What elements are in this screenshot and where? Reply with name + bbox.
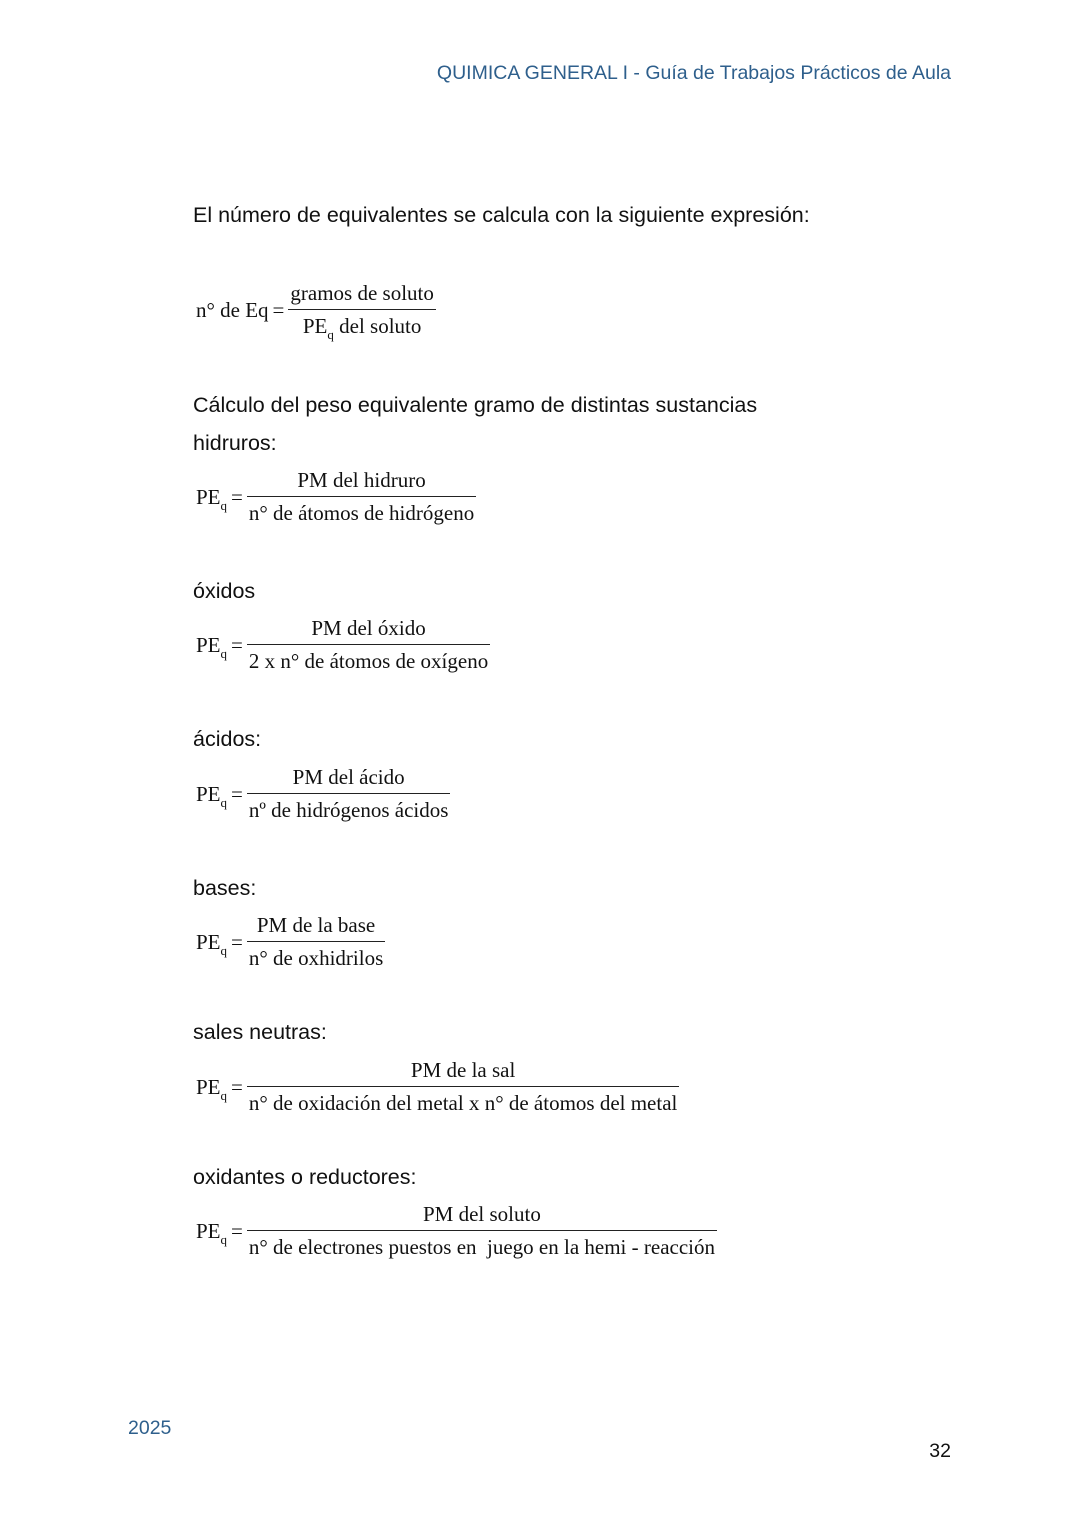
numerator: PM del óxido (247, 616, 490, 645)
fraction (247, 616, 490, 674)
bases-label: bases: (193, 876, 257, 900)
numerator: PM de la base (247, 913, 385, 942)
denominator-text: del soluto (333, 314, 422, 338)
formula-lhs (196, 1074, 228, 1103)
fraction (247, 468, 476, 526)
pe-symbol: PE (196, 1218, 221, 1243)
denominator: 2 x n° de átomos de oxígeno (248, 649, 489, 673)
pe-subscript: q (220, 497, 228, 513)
pe-subscript: q (220, 645, 228, 661)
oxidos-label: óxidos (193, 579, 256, 603)
page-number: 32 (929, 1440, 951, 1462)
fraction (247, 913, 385, 971)
sales-label: sales neutras: (193, 1020, 327, 1044)
fraction (247, 765, 451, 823)
pe-symbol: PE (196, 632, 221, 657)
denominator: n° de oxidación del metal x n° de átomos del metal (248, 1091, 678, 1115)
pe-symbol: PE (196, 781, 221, 806)
formula-lhs (196, 929, 228, 958)
fraction (288, 281, 435, 342)
formula-lhs (196, 484, 228, 513)
formula-lhs (196, 781, 228, 810)
denominator: n° de oxhidrilos (248, 946, 384, 970)
numerator: PM de la sal (247, 1058, 680, 1087)
equals-sign: = (231, 484, 243, 509)
denominator: n° de electrones puestos en juego en la hemi - reacción (248, 1235, 715, 1259)
hidruros-label: hidruros: (193, 431, 277, 455)
denominator: nº de hidrógenos ácidos (248, 798, 449, 822)
pe-subscript: q (220, 1087, 228, 1103)
acidos-label: ácidos: (193, 727, 262, 751)
equals-sign: = (231, 1218, 243, 1243)
redox-label: oxidantes o reductores: (193, 1165, 417, 1189)
equivalents-formula (196, 281, 436, 342)
formula-lhs (196, 632, 228, 661)
numerator: PM del hidruro (247, 468, 476, 497)
acidos-formula (196, 765, 450, 823)
pe-symbol: PE (196, 1074, 221, 1099)
pe-subscript: q (220, 794, 228, 810)
numerator: gramos de soluto (288, 281, 435, 310)
formula-lhs: n° de Eq (196, 297, 269, 322)
denominator: n° de átomos de hidrógeno (248, 501, 475, 525)
intro-text: El número de equivalentes se calcula con la siguiente expresión: (193, 203, 810, 227)
pe-subscript: q (220, 942, 228, 958)
pe-subscript: q (220, 1231, 228, 1247)
equals-sign: = (231, 1074, 243, 1099)
sales-formula (196, 1058, 679, 1116)
section-title: Cálculo del peso equivalente gramo de distintas sustancias (193, 393, 758, 417)
equals-sign: = (272, 297, 285, 322)
page-header: QUIMICA GENERAL I - Guía de Trabajos Prácticos de Aula (436, 62, 951, 84)
fraction (247, 1058, 680, 1116)
fraction (247, 1202, 717, 1260)
equals-sign: = (231, 781, 243, 806)
denominator (288, 310, 435, 342)
pe-symbol: PE (302, 314, 328, 338)
equals-sign: = (231, 632, 243, 657)
footer-year: 2025 (128, 1417, 172, 1439)
oxidos-formula (196, 616, 490, 674)
hidruros-formula (196, 468, 476, 526)
numerator: PM del ácido (247, 765, 451, 794)
pe-symbol: PE (196, 484, 221, 509)
pe-subscript: q (327, 327, 334, 342)
pe-symbol: PE (196, 929, 221, 954)
formula-lhs (196, 1218, 228, 1247)
redox-formula (196, 1202, 717, 1260)
equals-sign: = (231, 929, 243, 954)
bases-formula (196, 913, 385, 971)
numerator: PM del soluto (247, 1202, 717, 1231)
